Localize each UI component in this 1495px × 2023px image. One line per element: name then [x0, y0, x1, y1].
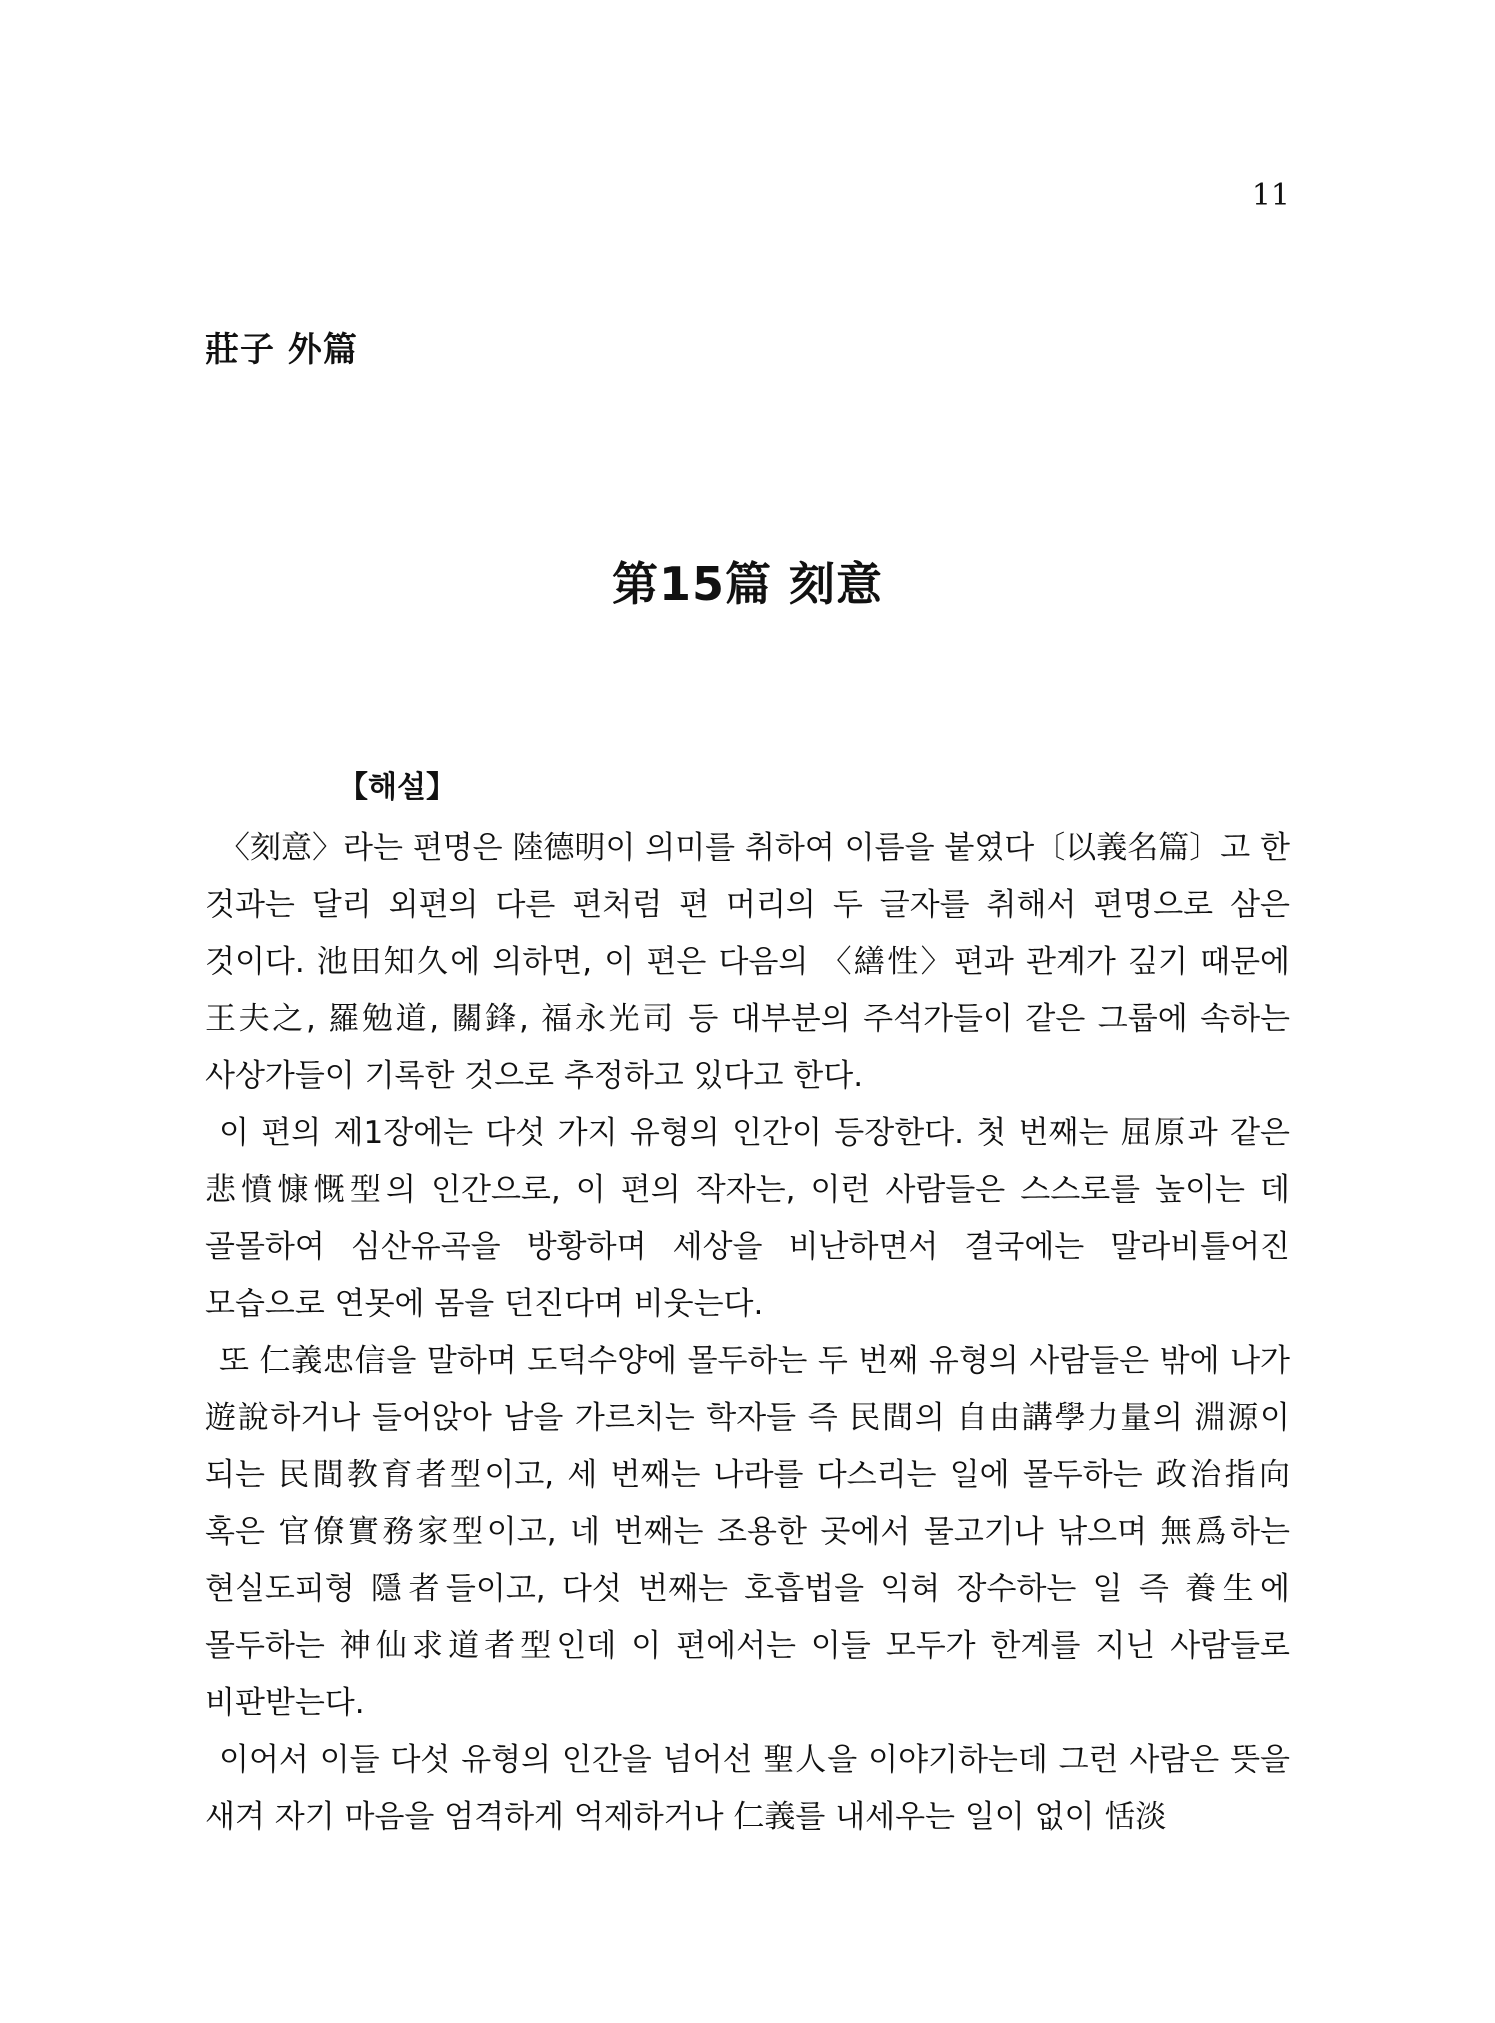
running-head: 莊子 外篇 — [205, 330, 358, 370]
paragraph: 또 仁義忠信을 말하며 도덕수양에 몰두하는 두 번째 유형의 사람들은 밖에 나가 遊說하거나 들어앉아 남을 가르치는 학자들 즉 民間의 自由講學力量의 淵源이 되는 民間教育者型이고, 세 번째는 나라를 다스리는 일에 몰두하는 政治指向 혹은 官僚實務家型이고, 네 번째는 조용한 곳에서 물고기나 낚으며 無爲하는 현실도피형 隱者들이고, 다섯 번째는 호흡법을 익혀 장수하는 일 즉 養生에 몰두하는 神仙求道者型인데 이 편에서는 이들 모두가 한계를 지닌 사람들로 비판받는다. — [205, 1343, 1290, 1721]
paragraph: 이어서 이들 다섯 유형의 인간을 넘어선 聖人을 이야기하는데 그런 사람은 뜻을 새겨 자기 마음을 엄격하게 억제하거나 仁義를 내세우는 일이 없이 恬淡 — [205, 1742, 1290, 1835]
paragraph: 〈刻意〉라는 편명은 陸德明이 의미를 취하여 이름을 붙였다〔以義名篇〕고 한 것과는 달리 외편의 다른 편처럼 편 머리의 두 글자를 취해서 편명으로 삼은 것이다. 池田知久에 의하면, 이 편은 다음의 〈繕性〉편과 관계가 깊기 때문에 王夫之, 羅勉道, 關鋒, 福永光司 등 대부분의 주석가들이 같은 그룹에 속하는 사상가들이 기록한 것으로 추정하고 있다고 한다. — [205, 830, 1290, 1094]
page-number: 11 — [1251, 178, 1290, 213]
chapter-title: 第15篇 刻意 — [611, 557, 884, 611]
section-heading: 【해설】 — [338, 770, 456, 805]
commentary-body — [205, 820, 1290, 1846]
paragraph: 이 편의 제1장에는 다섯 가지 유형의 인간이 등장한다. 첫 번째는 屈原과 같은 悲憤慷慨型의 인간으로, 이 편의 작자는, 이런 사람들은 스스로를 높이는 데 골몰하여 심산유곡을 방황하며 세상을 비난하면서 결국에는 말라비틀어진 모습으로 연못에 몸을 던진다며 비웃는다. — [205, 1115, 1290, 1322]
